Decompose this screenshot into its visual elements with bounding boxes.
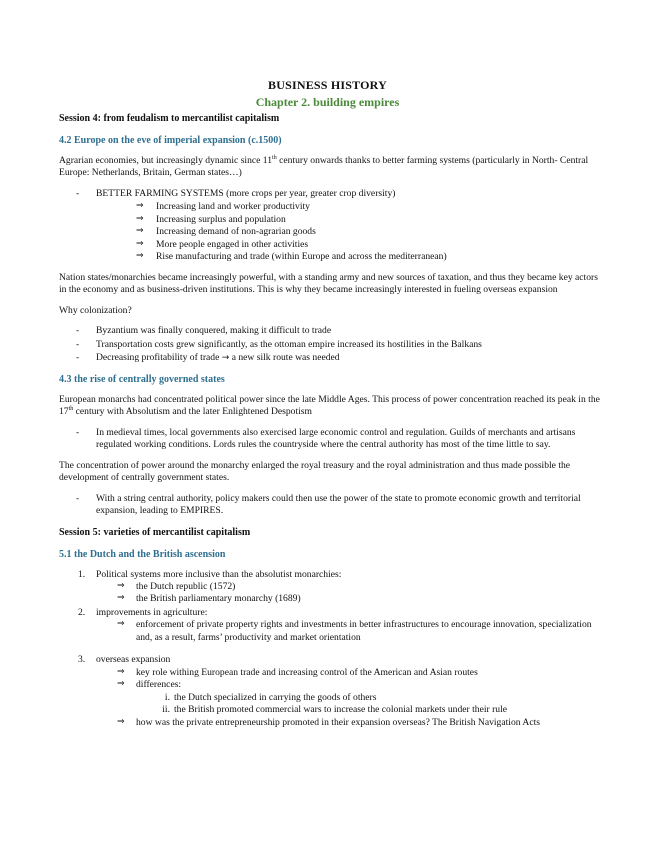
list-item: - Decreasing profitability of trade → a new silk route was needed — [76, 352, 340, 364]
list-item: ⇒ Increasing demand of non-agrarian goods — [136, 226, 316, 238]
list-item: ⇒ Rise manufacturing and trade (within Europe and across the mediterranean) — [136, 251, 447, 263]
implies-arrow-icon: ⇒ — [136, 238, 144, 249]
section-5-1-heading: 5.1 the Dutch and the British ascension — [59, 548, 226, 560]
implies-arrow-icon: ⇒ — [136, 201, 144, 212]
implies-arrow-icon: ⇒ — [117, 666, 125, 677]
list-item: ⇒ Increasing land and worker productivity — [136, 201, 310, 213]
list-item: - Byzantium was finally conquered, making it difficult to trade — [76, 325, 332, 337]
section-4-2-heading: 4.2 Europe on the eve of imperial expansion (c.1500) — [59, 135, 282, 146]
implies-arrow-icon: ⇒ — [136, 213, 144, 224]
implies-arrow-icon: ⇒ — [117, 581, 125, 591]
implies-arrow-icon: ⇒ — [117, 619, 125, 630]
dash-bullet: - — [76, 352, 80, 364]
implies-arrow-icon: ⇒ — [117, 679, 125, 690]
session-5-heading: Session 5: varieties of mercantilist capitalism — [59, 526, 251, 538]
list-item: ii. the British promoted commercial wars to increase the colonial markets under their rule — [162, 704, 508, 716]
intro-paragraph: Agrarian economies, but increasingly dynamic since 11th century onwards thanks to better farming systems (particularly in North- Central Europe: Netherlands, Britain, German states…) — [59, 154, 589, 179]
ascension-list — [59, 569, 604, 730]
dash-bullet: - — [76, 492, 80, 504]
farming-item — [59, 188, 604, 264]
dash-bullet: - — [76, 187, 80, 199]
document-header — [0, 78, 655, 110]
list-item: ⇒ differences: i. the Dutch specialized in carrying the goods of others ii. the British promoted commercial wars to increase the colonial markets under their rule — [96, 679, 604, 716]
list-item: - Transportation costs grew significantly, as the ottoman empire increased its hostilities in the Balkans — [76, 338, 482, 350]
list-item: 1. Political systems more inclusive than the absolutist monarchies: ⇒ the Dutch republic (1572) ⇒ the British parliamentary monarchy (1689) — [59, 569, 604, 606]
list-item: ⇒ the Dutch republic (1572) — [117, 581, 236, 592]
implies-arrow-icon: ⇒ — [117, 716, 125, 727]
section-4-3-heading: 4.3 the rise of centrally governed states — [59, 373, 225, 385]
right-arrow-icon: → — [221, 353, 230, 364]
nation-states-paragraph: Nation states/monarchies became increasingly powerful, with a standing army and new sources of taxation, and thus they became key actors in the economy and as business-driven institutions. This is why they became increasingly interested in fueling overseas expansion — [59, 271, 598, 296]
list-item: i. the Dutch specialized in carrying the goods of others — [164, 691, 377, 703]
document-title: BUSINESS HISTORY — [268, 78, 387, 92]
dash-bullet: - — [76, 338, 80, 350]
implies-arrow-icon: ⇒ — [117, 593, 125, 604]
monarchs-paragraph: European monarchs had concentrated political power since the late Middle Ages. This process of power concentration reached its peak in the 17th century with Absolutism and the later Enlightened Despotism — [59, 393, 600, 418]
dash-bullet: - — [76, 426, 80, 438]
authority-list — [59, 493, 604, 518]
medieval-list — [59, 427, 604, 452]
chapter-subtitle: Chapter 2. building empires — [255, 94, 400, 109]
concentration-paragraph: The concentration of power around the monarchy enlarged the royal treasury and the royal administration and thus made possible the development of centrally government states. — [59, 459, 571, 484]
differences-list — [136, 692, 604, 717]
list-item: - With a string central authority, policy makers could then use the power of the state to promote economic growth and territorial expansion, leading to EMPIRES. — [76, 492, 581, 517]
list-item: ⇒ More people engaged in other activities — [136, 238, 309, 250]
implies-arrow-icon: ⇒ — [136, 251, 144, 262]
farming-label: BETTER FARMING SYSTEMS (more crops per year, greater crop diversity) — [96, 187, 396, 199]
list-item: - In medieval times, local governments also exercised large economic control and regulation. Guilds of merchants and artisans regulated working conditions. Lords rules the countryside where the central authority has most of the time little to say. — [76, 426, 576, 451]
dash-bullet: - — [76, 325, 80, 337]
list-item: ⇒ the British parliamentary monarchy (1689) — [117, 593, 301, 605]
why-colonization-question: Why colonization? — [59, 304, 132, 316]
list-item: ⇒ enforcement of private property rights and investments in better infrastructures to encourage innovation, specialization and, as a result, farms’ productivity and market orientation — [117, 619, 592, 643]
farming-points — [96, 201, 604, 263]
list-item: 2. improvements in agriculture: ⇒ enforcement of private property rights and investments in better infrastructures to encourage innovation, specialization and, as a result, farms’ productivity and market orientation — [59, 607, 604, 653]
list-item: ⇒ key role withing European trade and increasing control of the American and Asian routes — [117, 666, 478, 678]
farming-list — [59, 188, 604, 264]
implies-arrow-icon: ⇒ — [136, 226, 144, 237]
session-4-heading: Session 4: from feudalism to mercantilist capitalism — [59, 113, 280, 124]
colonization-reasons-list — [59, 325, 604, 365]
list-item: ⇒ how was the private entrepreneurship promoted in their expansion overseas? The British Navigation Acts — [117, 716, 540, 728]
list-item: 3. overseas expansion ⇒ key role withing European trade and increasing control of the American and Asian routes ⇒ differences: i. the Dutch specialized in carrying the goods of others ii. the British promoted commercial wars to increase the colonial markets under their rule ⇒ how was the private entrepreneurship promoted in their expansion overseas? The British Navigation Acts — [59, 654, 604, 729]
list-item: ⇒ Increasing surplus and population — [136, 213, 286, 225]
document-body — [59, 112, 604, 737]
